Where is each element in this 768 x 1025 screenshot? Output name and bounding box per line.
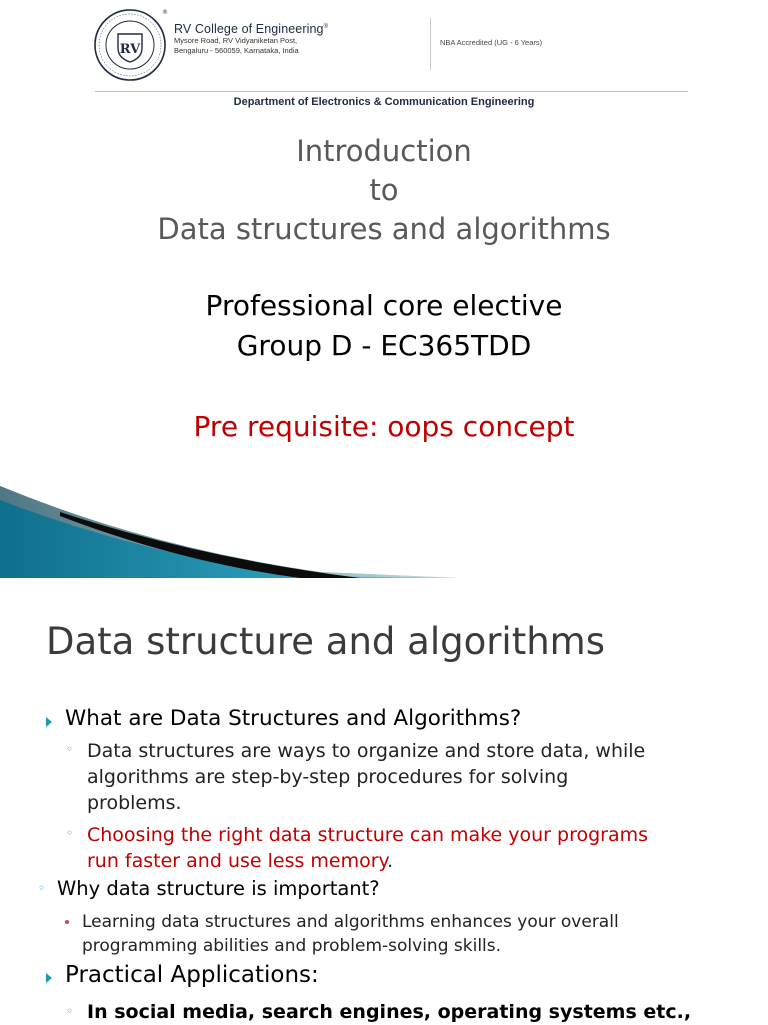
title-line-2: to [369,173,399,207]
sub-bullet-learning: Learning data structures and algorithms enhances your overall programming abilities and problem-solving skills. [82,912,619,956]
dot-bullet-icon [65,920,69,924]
logo-text: RV [119,42,141,57]
prerequisite-text: Pre requisite: oops concept [193,410,575,443]
bullet-what-are: What are Data Structures and Algorithms? [65,706,522,731]
college-header [174,22,328,56]
triangle-bullet-icon [46,717,52,727]
college-name: RV College of Engineering® [174,22,329,36]
header-divider [430,18,431,70]
sub-bullet-choosing: Choosing the right data structure can make your programs run faster and use less memory. [87,824,649,872]
bullet-why-important: Why data structure is important? [57,877,380,900]
slide-1-title [0,132,768,249]
slide-2 [0,584,768,1024]
bullet-practical-applications: Practical Applications: [65,962,319,988]
circle-bullet-icon: ◦ [66,742,74,756]
slide-2-title: Data structure and algorithms [46,620,605,663]
department-name: Department of Electronics & Communication Engineering [233,96,535,108]
circle-bullet-icon: ◦ [66,1004,74,1018]
college-address-line-2: Bengaluru - 560059, Karnataka, India [174,46,299,55]
header-rule [95,91,688,92]
circle-bullet-icon: ◦ [66,826,74,840]
decorative-swoosh [0,478,460,578]
accreditation-text: NBA Accredited (UG - 6 Years) [440,38,543,47]
sub-bullet-applications: In social media, search engines, operating systems etc., [87,1001,692,1023]
course-info [0,286,768,366]
title-line-3: Data structures and algorithms [157,212,611,246]
college-address-line-1: Mysore Road, RV Vidyaniketan Post, [174,36,298,45]
sub-bullet-definition: Data structures are ways to organize and store data, while algorithms are step-by-step procedures for solving problems. [87,740,646,814]
college-logo-icon [93,8,167,82]
circle-bullet-icon: ◦ [38,881,46,895]
logo-reg-mark: ® [162,9,168,16]
course-code: Group D - EC365TDD [236,329,532,362]
course-type: Professional core elective [205,289,563,322]
triangle-bullet-icon [46,973,52,983]
title-line-1: Introduction [296,134,472,168]
